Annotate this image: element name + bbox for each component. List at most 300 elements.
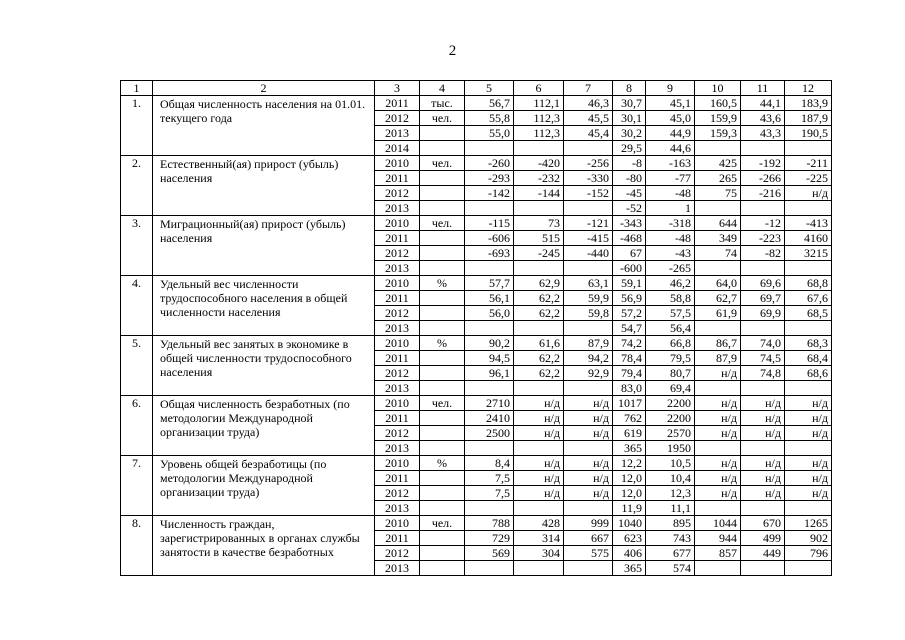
value-cell: 56,0 [465, 306, 514, 321]
year-cell: 2012 [375, 426, 420, 441]
value-cell: 190,5 [785, 126, 832, 141]
value-cell: 61,6 [514, 336, 564, 351]
value-cell: 45,1 [646, 96, 695, 111]
value-cell: 69,9 [741, 306, 785, 321]
value-cell [695, 141, 741, 156]
value-cell: 349 [695, 231, 741, 246]
value-cell: 2410 [465, 411, 514, 426]
value-cell [465, 201, 514, 216]
value-cell: 56,1 [465, 291, 514, 306]
value-cell: -77 [646, 171, 695, 186]
year-cell: 2010 [375, 396, 420, 411]
value-cell: 92,9 [564, 366, 613, 381]
value-cell: н/д [514, 411, 564, 426]
value-cell: 3215 [785, 246, 832, 261]
value-cell [741, 201, 785, 216]
year-cell: 2011 [375, 231, 420, 246]
unit-cell: чел. [420, 216, 465, 231]
value-cell: 79,4 [613, 366, 646, 381]
year-cell: 2011 [375, 351, 420, 366]
value-cell: -223 [741, 231, 785, 246]
value-cell: 43,6 [741, 111, 785, 126]
value-cell: 743 [646, 531, 695, 546]
header-cell: 1 [121, 81, 153, 96]
value-cell: 11,1 [646, 501, 695, 516]
value-cell: 10,5 [646, 456, 695, 471]
value-cell: 112,1 [514, 96, 564, 111]
value-cell: 999 [564, 516, 613, 531]
value-cell: 46,2 [646, 276, 695, 291]
value-cell: 62,2 [514, 366, 564, 381]
year-cell: 2012 [375, 306, 420, 321]
value-cell: н/д [785, 426, 832, 441]
value-cell: н/д [514, 486, 564, 501]
value-cell: 902 [785, 531, 832, 546]
value-cell: -121 [564, 216, 613, 231]
year-cell: 2010 [375, 336, 420, 351]
value-cell [741, 141, 785, 156]
value-cell: 62,7 [695, 291, 741, 306]
unit-cell: тыс. [420, 96, 465, 111]
indicator-name: Общая численность безработных (по методологии Международной организации труда) [153, 396, 375, 456]
year-cell: 2013 [375, 261, 420, 276]
value-cell: 55,0 [465, 126, 514, 141]
unit-cell: % [420, 456, 465, 471]
unit-cell [420, 486, 465, 501]
value-cell: 56,9 [613, 291, 646, 306]
value-cell: 515 [514, 231, 564, 246]
value-cell: -600 [613, 261, 646, 276]
value-cell [564, 381, 613, 396]
value-cell: -415 [564, 231, 613, 246]
value-cell: 499 [741, 531, 785, 546]
value-cell: 944 [695, 531, 741, 546]
value-cell: -45 [613, 186, 646, 201]
value-cell: -8 [613, 156, 646, 171]
unit-cell [420, 186, 465, 201]
table-row [121, 96, 832, 111]
year-cell: 2012 [375, 366, 420, 381]
value-cell [514, 261, 564, 276]
value-cell: н/д [695, 426, 741, 441]
value-cell: 74,2 [613, 336, 646, 351]
value-cell: 54,7 [613, 321, 646, 336]
header-cell: 11 [741, 81, 785, 96]
indicator-name: Удельный вес численности трудоспособного населения в общей численности населения [153, 276, 375, 336]
unit-cell [420, 546, 465, 561]
value-cell: 57,2 [613, 306, 646, 321]
statistics-table [120, 80, 832, 576]
value-cell: -245 [514, 246, 564, 261]
value-cell: 2200 [646, 411, 695, 426]
value-cell: -82 [741, 246, 785, 261]
value-cell: 57,7 [465, 276, 514, 291]
value-cell: 44,1 [741, 96, 785, 111]
value-cell: 1950 [646, 441, 695, 456]
value-cell: -693 [465, 246, 514, 261]
year-cell: 2013 [375, 561, 420, 576]
header-cell: 10 [695, 81, 741, 96]
value-cell: 45,0 [646, 111, 695, 126]
value-cell: 69,4 [646, 381, 695, 396]
unit-cell [420, 321, 465, 336]
value-cell: 59,9 [564, 291, 613, 306]
year-cell: 2010 [375, 516, 420, 531]
unit-cell [420, 501, 465, 516]
value-cell [514, 561, 564, 576]
value-cell: 1017 [613, 396, 646, 411]
value-cell: 857 [695, 546, 741, 561]
table-row [121, 216, 832, 231]
year-cell: 2011 [375, 411, 420, 426]
value-cell [695, 321, 741, 336]
value-cell: 73 [514, 216, 564, 231]
value-cell: 2570 [646, 426, 695, 441]
value-cell: 69,7 [741, 291, 785, 306]
unit-cell: чел. [420, 111, 465, 126]
value-cell: -115 [465, 216, 514, 231]
table-row [121, 276, 832, 291]
unit-cell [420, 171, 465, 186]
row-number: 5. [121, 336, 153, 396]
value-cell: -420 [514, 156, 564, 171]
header-cell: 2 [153, 81, 375, 96]
value-cell: н/д [564, 426, 613, 441]
value-cell: 58,8 [646, 291, 695, 306]
value-cell: 78,4 [613, 351, 646, 366]
unit-cell [420, 126, 465, 141]
unit-cell [420, 291, 465, 306]
value-cell: 644 [695, 216, 741, 231]
value-cell [785, 501, 832, 516]
row-number: 2. [121, 156, 153, 216]
value-cell [564, 441, 613, 456]
value-cell: -293 [465, 171, 514, 186]
value-cell: 4160 [785, 231, 832, 246]
row-number: 7. [121, 456, 153, 516]
value-cell: 80,7 [646, 366, 695, 381]
value-cell: 30,2 [613, 126, 646, 141]
value-cell [514, 381, 564, 396]
value-cell: -265 [646, 261, 695, 276]
year-cell: 2011 [375, 96, 420, 111]
year-cell: 2014 [375, 141, 420, 156]
value-cell: 44,9 [646, 126, 695, 141]
value-cell: н/д [741, 396, 785, 411]
value-cell [785, 141, 832, 156]
unit-cell: чел. [420, 156, 465, 171]
value-cell [514, 501, 564, 516]
unit-cell: чел. [420, 396, 465, 411]
value-cell: -606 [465, 231, 514, 246]
value-cell: 29,5 [613, 141, 646, 156]
header-cell: 6 [514, 81, 564, 96]
value-cell: 670 [741, 516, 785, 531]
year-cell: 2010 [375, 216, 420, 231]
row-number: 3. [121, 216, 153, 276]
value-cell [465, 141, 514, 156]
value-cell: 187,9 [785, 111, 832, 126]
value-cell: 12,2 [613, 456, 646, 471]
header-cell: 4 [420, 81, 465, 96]
value-cell: н/д [564, 486, 613, 501]
value-cell: 79,5 [646, 351, 695, 366]
value-cell: 12,0 [613, 486, 646, 501]
indicator-name: Численность граждан, зарегистрированных в органах службы занятости в качестве безработных [153, 516, 375, 576]
value-cell: -266 [741, 171, 785, 186]
value-cell: -152 [564, 186, 613, 201]
value-cell: -260 [465, 156, 514, 171]
value-cell: 62,2 [514, 351, 564, 366]
value-cell: 1 [646, 201, 695, 216]
year-cell: 2012 [375, 546, 420, 561]
value-cell: 12,3 [646, 486, 695, 501]
value-cell [465, 561, 514, 576]
value-cell: 74,0 [741, 336, 785, 351]
value-cell: н/д [741, 426, 785, 441]
value-cell: 68,4 [785, 351, 832, 366]
value-cell: 83,0 [613, 381, 646, 396]
value-cell [564, 141, 613, 156]
unit-cell [420, 426, 465, 441]
year-cell: 2013 [375, 501, 420, 516]
indicator-name: Естественный(ая) прирост (убыль) населения [153, 156, 375, 216]
unit-cell: % [420, 276, 465, 291]
value-cell: 1265 [785, 516, 832, 531]
value-cell: 67,6 [785, 291, 832, 306]
value-cell: -48 [646, 186, 695, 201]
value-cell [564, 201, 613, 216]
value-cell [741, 441, 785, 456]
unit-cell [420, 366, 465, 381]
year-cell: 2013 [375, 381, 420, 396]
value-cell: н/д [741, 456, 785, 471]
value-cell: -413 [785, 216, 832, 231]
value-cell: 94,5 [465, 351, 514, 366]
unit-cell [420, 531, 465, 546]
unit-cell [420, 441, 465, 456]
indicator-name: Общая численность населения на 01.01. текущего года [153, 96, 375, 156]
year-cell: 2013 [375, 126, 420, 141]
row-number: 8. [121, 516, 153, 576]
value-cell: 619 [613, 426, 646, 441]
value-cell: н/д [785, 411, 832, 426]
value-cell: 7,5 [465, 471, 514, 486]
value-cell [465, 441, 514, 456]
year-cell: 2010 [375, 276, 420, 291]
value-cell: 87,9 [564, 336, 613, 351]
value-cell [785, 321, 832, 336]
value-cell: 56,7 [465, 96, 514, 111]
value-cell: н/д [741, 471, 785, 486]
header-cell: 5 [465, 81, 514, 96]
unit-cell [420, 231, 465, 246]
value-cell: н/д [514, 396, 564, 411]
value-cell [785, 441, 832, 456]
value-cell: 796 [785, 546, 832, 561]
row-number: 4. [121, 276, 153, 336]
table-row [121, 156, 832, 171]
value-cell: н/д [785, 186, 832, 201]
value-cell: 62,9 [514, 276, 564, 291]
value-cell: 574 [646, 561, 695, 576]
value-cell: н/д [785, 396, 832, 411]
year-cell: 2011 [375, 531, 420, 546]
value-cell: н/д [695, 471, 741, 486]
value-cell: 7,5 [465, 486, 514, 501]
value-cell: 61,9 [695, 306, 741, 321]
value-cell: 12,0 [613, 471, 646, 486]
value-cell: 69,6 [741, 276, 785, 291]
value-cell [785, 201, 832, 216]
value-cell: 67 [613, 246, 646, 261]
value-cell: 160,5 [695, 96, 741, 111]
unit-cell [420, 471, 465, 486]
unit-cell [420, 381, 465, 396]
value-cell [514, 141, 564, 156]
value-cell: 59,1 [613, 276, 646, 291]
value-cell: 74,8 [741, 366, 785, 381]
value-cell [564, 561, 613, 576]
value-cell: 57,5 [646, 306, 695, 321]
value-cell: н/д [695, 396, 741, 411]
value-cell: 1040 [613, 516, 646, 531]
value-cell: 365 [613, 441, 646, 456]
value-cell: -330 [564, 171, 613, 186]
value-cell: 667 [564, 531, 613, 546]
value-cell: н/д [695, 456, 741, 471]
value-cell: 63,1 [564, 276, 613, 291]
value-cell [785, 381, 832, 396]
value-cell: -144 [514, 186, 564, 201]
unit-cell [420, 411, 465, 426]
value-cell [741, 501, 785, 516]
year-cell: 2010 [375, 456, 420, 471]
unit-cell: чел. [420, 516, 465, 531]
value-cell [695, 441, 741, 456]
value-cell: -192 [741, 156, 785, 171]
value-cell: 677 [646, 546, 695, 561]
year-cell: 2010 [375, 156, 420, 171]
value-cell: 45,5 [564, 111, 613, 126]
table-row [121, 516, 832, 531]
value-cell: 10,4 [646, 471, 695, 486]
year-cell: 2012 [375, 186, 420, 201]
value-cell: 30,7 [613, 96, 646, 111]
unit-cell [420, 201, 465, 216]
value-cell: н/д [514, 456, 564, 471]
value-cell: 43,3 [741, 126, 785, 141]
value-cell: 762 [613, 411, 646, 426]
value-cell: 183,9 [785, 96, 832, 111]
value-cell [741, 321, 785, 336]
value-cell: 159,3 [695, 126, 741, 141]
value-cell: 68,6 [785, 366, 832, 381]
value-cell: 90,2 [465, 336, 514, 351]
value-cell: -48 [646, 231, 695, 246]
value-cell: 94,2 [564, 351, 613, 366]
value-cell [695, 381, 741, 396]
unit-cell [420, 561, 465, 576]
unit-cell [420, 246, 465, 261]
value-cell: 66,8 [646, 336, 695, 351]
row-number: 6. [121, 396, 153, 456]
value-cell: -52 [613, 201, 646, 216]
value-cell [465, 381, 514, 396]
value-cell: 64,0 [695, 276, 741, 291]
value-cell [514, 201, 564, 216]
value-cell: -440 [564, 246, 613, 261]
value-cell: н/д [695, 366, 741, 381]
table-row [121, 396, 832, 411]
value-cell: 112,3 [514, 126, 564, 141]
value-cell: 2200 [646, 396, 695, 411]
value-cell: н/д [785, 471, 832, 486]
value-cell: -343 [613, 216, 646, 231]
value-cell: -142 [465, 186, 514, 201]
value-cell: н/д [785, 486, 832, 501]
year-cell: 2012 [375, 111, 420, 126]
year-cell: 2013 [375, 201, 420, 216]
unit-cell: % [420, 336, 465, 351]
page-number: 2 [448, 43, 457, 59]
value-cell: -43 [646, 246, 695, 261]
value-cell: н/д [564, 411, 613, 426]
value-cell [514, 321, 564, 336]
value-cell: 56,4 [646, 321, 695, 336]
value-cell: -232 [514, 171, 564, 186]
value-cell: 428 [514, 516, 564, 531]
value-cell: 86,7 [695, 336, 741, 351]
value-cell: 304 [514, 546, 564, 561]
value-cell: 2500 [465, 426, 514, 441]
value-cell: -216 [741, 186, 785, 201]
value-cell: 68,5 [785, 306, 832, 321]
value-cell: н/д [564, 471, 613, 486]
value-cell [564, 321, 613, 336]
value-cell: 8,4 [465, 456, 514, 471]
value-cell: 1044 [695, 516, 741, 531]
table-row [121, 336, 832, 351]
value-cell: -468 [613, 231, 646, 246]
value-cell [465, 261, 514, 276]
year-cell: 2011 [375, 471, 420, 486]
value-cell: 449 [741, 546, 785, 561]
value-cell: 68,8 [785, 276, 832, 291]
value-cell: н/д [514, 426, 564, 441]
value-cell: 55,8 [465, 111, 514, 126]
value-cell [695, 261, 741, 276]
value-cell: -163 [646, 156, 695, 171]
value-cell: 365 [613, 561, 646, 576]
indicator-name: Миграционный(ая) прирост (убыль) населения [153, 216, 375, 276]
value-cell [695, 501, 741, 516]
value-cell: н/д [564, 396, 613, 411]
value-cell [785, 261, 832, 276]
year-cell: 2013 [375, 441, 420, 456]
value-cell: 30,1 [613, 111, 646, 126]
value-cell: -12 [741, 216, 785, 231]
value-cell [465, 321, 514, 336]
value-cell: 11,9 [613, 501, 646, 516]
value-cell: 2710 [465, 396, 514, 411]
value-cell: 112,3 [514, 111, 564, 126]
unit-cell [420, 261, 465, 276]
value-cell: 314 [514, 531, 564, 546]
year-cell: 2011 [375, 291, 420, 306]
value-cell: 895 [646, 516, 695, 531]
value-cell [695, 561, 741, 576]
